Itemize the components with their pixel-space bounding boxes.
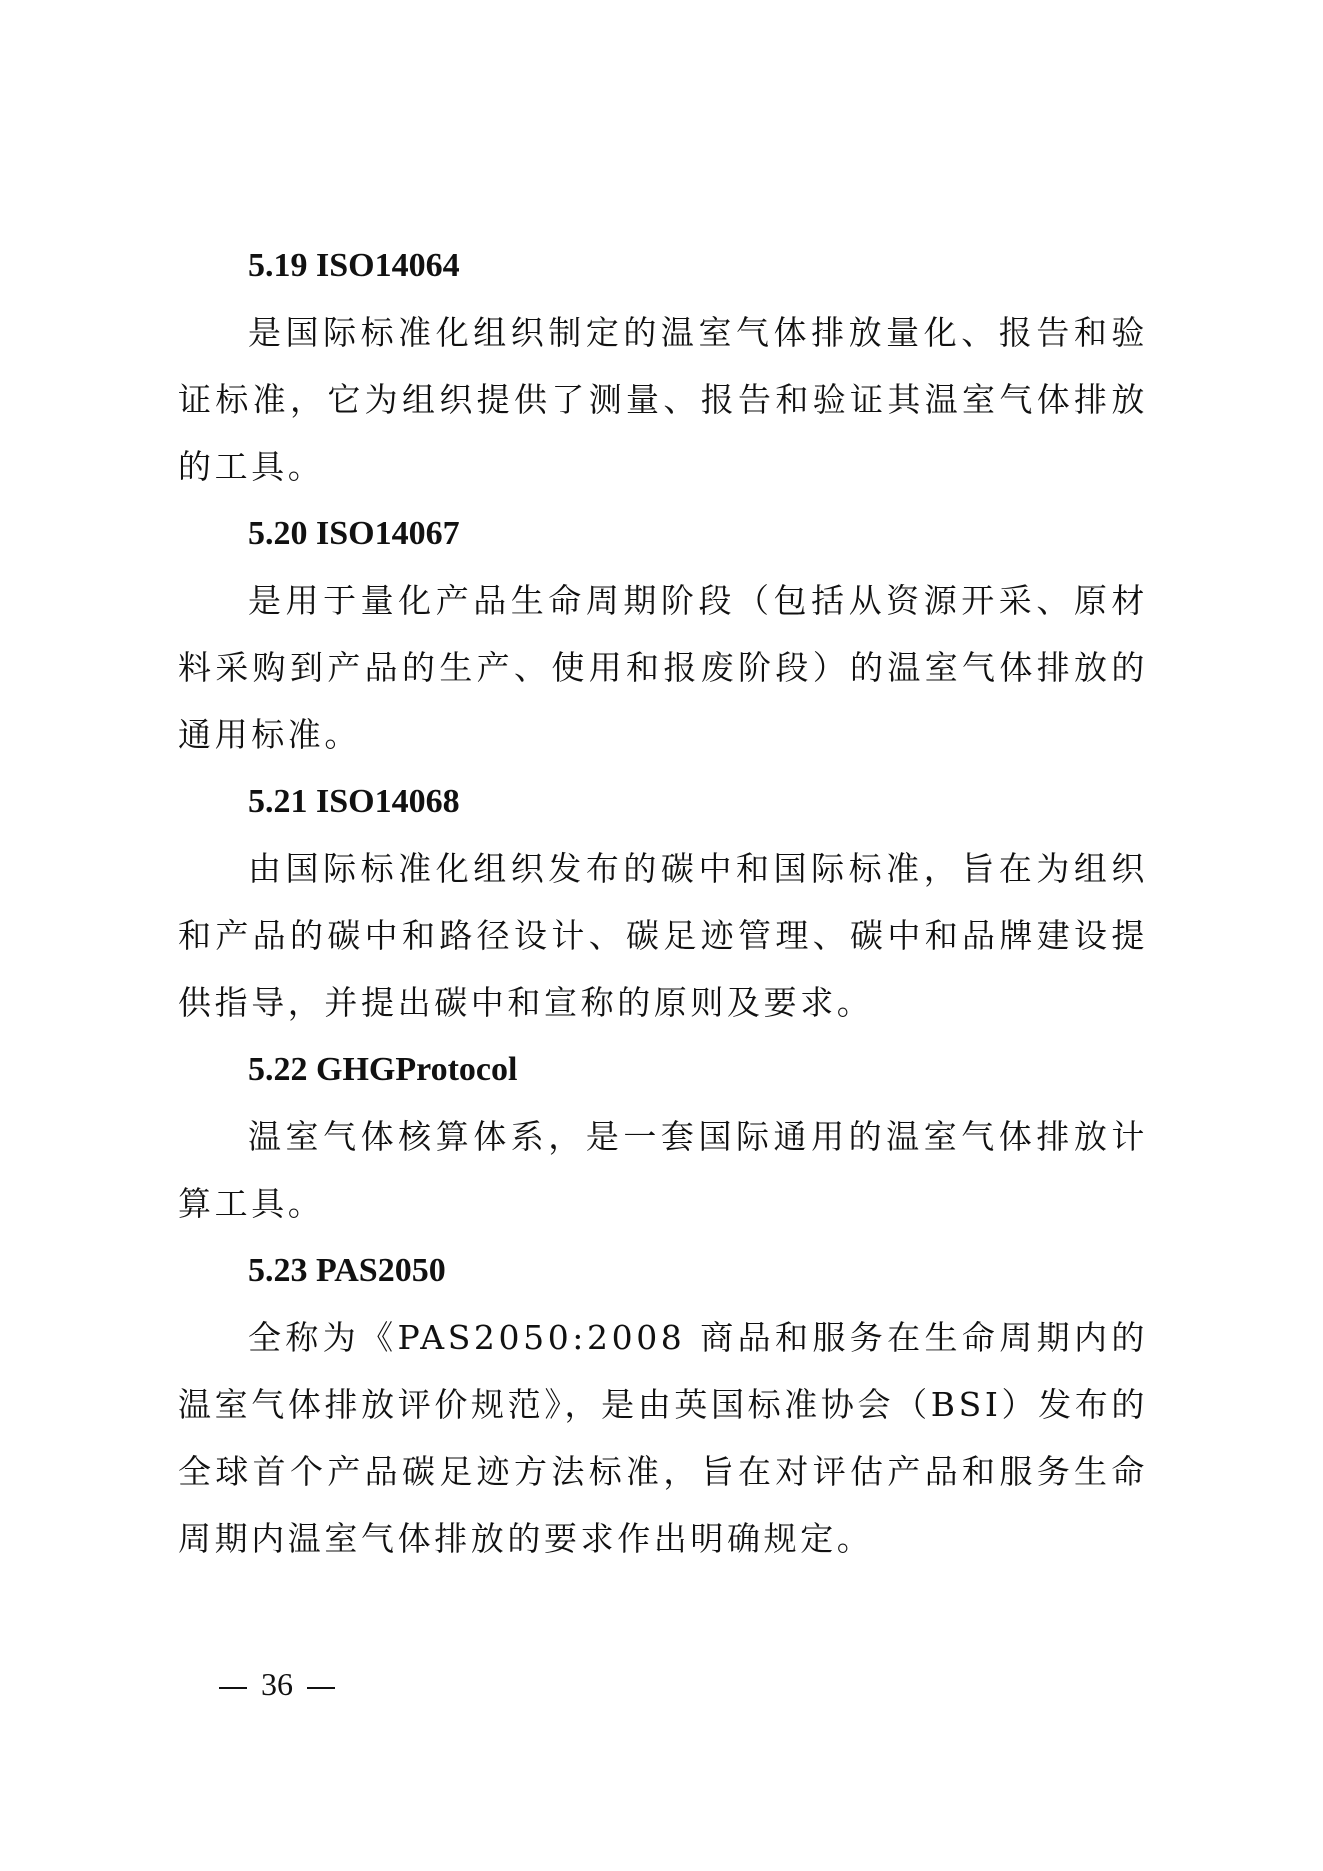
footer-dash-left [219, 1687, 247, 1689]
section-body: 由国际标准化组织发布的碳中和国际标准，旨在为组织和产品的碳中和路径设计、碳足迹管理、碳中和品牌建设提供指导，并提出碳中和宣称的原则及要求。 [178, 849, 1148, 1022]
document-content [178, 232, 1148, 1572]
section-5-23 [178, 1237, 1148, 1572]
section-body: 是国际标准化组织制定的温室气体排放量化、报告和验证标准，它为组织提供了测量、报告和验证其温室气体排放的工具。 [178, 313, 1148, 486]
footer-dash-right [307, 1687, 335, 1689]
section-body: 温室气体核算体系，是一套国际通用的温室气体排放计算工具。 [178, 1117, 1148, 1223]
section-5-19 [178, 232, 1148, 500]
section-heading: 5.20 ISO14067 [248, 515, 460, 552]
page-footer [205, 1664, 349, 1704]
section-5-21 [178, 768, 1148, 1036]
page-number: 36 [261, 1666, 293, 1702]
section-body: 是用于量化产品生命周期阶段（包括从资源开采、原材料采购到产品的生产、使用和报废阶段）的温室气体排放的通用标准。 [178, 581, 1148, 754]
section-heading: 5.19 ISO14064 [248, 247, 460, 284]
section-heading: 5.23 PAS2050 [248, 1252, 446, 1289]
section-body: 全称为《PAS2050:2008 商品和服务在生命周期内的温室气体排放评价规范》，是由英国标准协会（BSI）发布的全球首个产品碳足迹方法标准，旨在对评估产品和服务生命周期内温室气体排放的要求作出明确规定。 [178, 1318, 1148, 1558]
section-heading: 5.22 GHGProtocol [248, 1051, 518, 1088]
section-5-22 [178, 1036, 1148, 1237]
section-5-20 [178, 500, 1148, 768]
section-heading: 5.21 ISO14068 [248, 783, 460, 820]
